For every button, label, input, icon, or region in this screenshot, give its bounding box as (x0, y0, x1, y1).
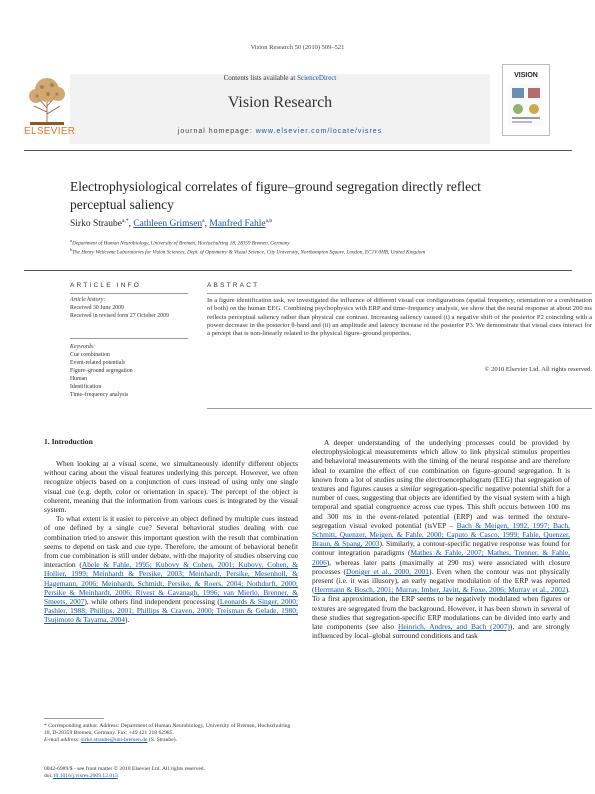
author-sup: a (202, 218, 205, 224)
keywords-label: Keywords: (70, 344, 95, 350)
contents-available-line (70, 74, 490, 82)
abstract-text: In a figure identification task, we investigated the influence of different visual cue configurations (spatial frequency, orientation or a combination of both) on the human EEG. Combining psychophysics with ERP and time–frequency analysis, we show that the neural response at about 200 ms reflects perceptual saliency rather than physical cue contrast. Increasing saliency caused (i) a negative shift of the posterior P2 coinciding with a power decrease in the posterior θ-band and (ii) an amplitude and latency increase of the posterior P3. We demonstrate that visual cues interact for a percept that is non-linearly related to the physical figure–ground properties. (207, 297, 592, 338)
citation-link[interactable]: Doniger et al., 2000, 2001 (346, 566, 429, 576)
abstract-heading: ABSTRACT (207, 282, 260, 289)
citation-link[interactable]: Leonards & Singer, 2000; Pashler, 1988; Phillips, 2001; Phillips & Craven, 2000; Treisman & Gelade, 1980; Tsujimoto & Tayama, 2004 (44, 597, 298, 625)
abstract-rule (207, 293, 592, 294)
sciencedirect-link[interactable]: ScienceDirect (297, 74, 337, 82)
keyword-item: Identification (70, 384, 102, 390)
email-label: E-mail address: (44, 737, 80, 744)
introduction-heading: 1. Introduction (44, 437, 93, 446)
author-name: Sirko Straube (70, 219, 122, 230)
affiliation-b (70, 247, 550, 256)
article-info-heading: ARTICLE INFO (70, 282, 142, 289)
journal-title: Vision Research (227, 94, 333, 111)
author-sup: a,b (265, 218, 273, 224)
revised-date: Received in revised form 27 October 2009 (70, 313, 169, 319)
paragraph (312, 438, 570, 640)
body-left-column (44, 459, 298, 625)
doi-link[interactable]: 10.1016/j.visres.2009.12.013 (52, 773, 118, 780)
cover-title: VISION (514, 72, 538, 79)
elsevier-wordmark: ELSEVIER (24, 126, 76, 137)
issn-line: 0042-6989/$ - see front matter © 2010 Elsevier Ltd. All rights reserved. (44, 766, 205, 772)
citation-link[interactable]: Mathes & Fahle, 2007; Mathes, Trenner, & Fahle, 2006 (312, 548, 570, 567)
paragraph-text: ). To a first approximation, the ERP seems to be negatively modulated when figures or textures are segregated from the background. However, it has been shown in several of these studies that segregation-specific ERP modulations can be divided into early and late components (see also (312, 585, 570, 632)
citation-link[interactable]: Abele & Fahle, 1995; Kubovy & Cohen, 2001; Kubovy, Cohen, & Hollier, 1999; Meinhardt & Persike, 2003; Meinhardt, Persike, Mesenholl, & Hagemann, 2006; Meinhardt, Schmidt, Persike, & Roers, 2004; Nothdurft, 2000; Persike & Meinhardt, 2006; Rivest & Cavanagh, 1996; van Mierlo, Brenner, & Smeets, 2007 (44, 560, 298, 607)
elsevier-tree-logo-icon (24, 72, 70, 128)
affiliation-sup: b (70, 247, 73, 252)
affiliation-text: Department of Human Neurobiology, University of Bremen, Hochschulring 18, 28359 Bremen, Germany (72, 240, 290, 247)
paragraph-text: A deeper understanding of the underlying processes could be provided by electrophysiological measurements which allow to link physical stimulus properties and behavioral measurements with the timing of the neural response and are therefore ideal to examine the effect of cue combination on figure–ground segregation. It is known from a lot of studies using the electroencephalogram (EEG) that segregation of textures and figures causes a (312, 438, 570, 494)
affiliation-text: The Henry Wellcome Laboratories for Vision Sciences, Dept. of Optometry & Visual Science, City University, Northampton Square, London, EC1V 0HB, United Kingdom (72, 249, 426, 256)
homepage-url-link[interactable]: www.elsevier.com/locate/visres (255, 128, 383, 135)
keyword-item: Cue combination (70, 352, 110, 358)
keyword-item: Time–frequency analysis (70, 392, 129, 398)
article-title: Electrophysiological correlates of figure–ground segregation directly reflect perceptual saliency (70, 179, 481, 212)
paragraph-text: ). (124, 615, 130, 625)
author-list: Sirko Straube$^{a,*}$, Cathleen Grimsen$^a$, Manfred Fahle$^{a,b}$ (70, 218, 273, 230)
paragraph-text: ), and are strongly influenced by local–global surround conditions and task (312, 622, 570, 641)
header-rule (24, 150, 572, 151)
abstract-copyright: © 2010 Elsevier Ltd. All rights reserved. (484, 366, 592, 373)
paragraph-text: ), while others find independent processing ( (84, 597, 220, 607)
footnote-rule (44, 718, 104, 719)
corresponding-author-footnote (44, 723, 298, 745)
affiliation-sup: a (70, 238, 73, 243)
front-matter-info (44, 766, 298, 780)
email-link[interactable]: sirko.straube@uni-bremen.de (81, 737, 148, 744)
citation-link[interactable]: Herrmann & Bosch, 2001; Murray, Imber, Javitt, & Foxe, 2006; Murray et al., 2002 (314, 585, 566, 595)
author-name-link[interactable]: Manfred Fahle (209, 219, 266, 230)
article-info-rule (70, 293, 188, 294)
author-name-link[interactable]: Cathleen Grimsen (133, 219, 203, 230)
paragraph-text: To what extent is it easier to perceive an object defined by multiple cues instead of one defined by a single cue? Several behavioral studies dealing with cue combination tried to answer this important question with the result that combination seems to depend on task and cue type. Therefore, the amount of behavioral benefit from cue combination is still under debate, with the majority of studies observing cue interaction ( (44, 514, 298, 570)
paragraph (44, 514, 298, 624)
citation-link[interactable]: Heinrich, Andres, and Bach (2007) (398, 622, 510, 632)
journal-homepage-line (70, 128, 490, 135)
citation-link[interactable]: Bach & Meigen, 1992, 1997; Bach, Schmitt, Quenzer, Meigen, & Fahle, 2000; Caputo & Casco, 1999; Fahle, Quenzer, Braun, & Spang, 2003 (312, 520, 570, 549)
article-history-label: Article history: (70, 297, 106, 303)
affiliation-a (70, 238, 550, 247)
info-top-rule (24, 270, 572, 271)
cover-art-icon (508, 84, 544, 126)
paragraph-text: ). Even when the contour was not physically present (i.e. it was illusory), an early negative modulation of the ERP was reported ( (312, 566, 570, 595)
contents-prefix: Contents lists available at (223, 74, 296, 82)
paragraph-text: ). Similarly, a contour-specific negative response was found for contour integration paradigms ( (312, 539, 570, 558)
paragraph-text: ), whereas later parts (maximally at 290 ms) were associated with closure processes ( (312, 557, 570, 576)
author-sup: a,* (121, 218, 129, 224)
doi-prefix: doi: (44, 773, 53, 780)
paragraph: When looking at a visual scene, we simultaneously identify different objects without caring about the visual features underlying this percept. However, we often recognize objects based on a conjunction of cues instead of using only one single visual cue (e.g. depth, color or orientation in space). The percept of the object is coherent, meaning that the information from various cues is integrated by the visual system. (44, 459, 298, 515)
doi-line (44, 773, 298, 780)
homepage-prefix: journal homepage: (177, 128, 256, 135)
keyword-item: Human (70, 376, 88, 382)
email-suffix: (S. Straube). (147, 737, 177, 744)
body-right-column (312, 438, 570, 640)
abstract-bottom-rule (207, 408, 592, 409)
paragraph-text: segregation-specific negative potential shift for a number of cues, suggesting that objects are identified by the visual system with a high temporal and spatial congruence across cue types. This shift occurs between 100 ms and 300 ms in the event-related potential (ERP) and was termed the texture-segregation visual evoked potential (tsVEP – (312, 484, 570, 530)
footnote-text: * Corresponding author. Address: Department of Human Neurobiology, University of Bremen, Hochschulring 18, D-28359 Bremen, Germany. Fax: +49 421 218 62985. (44, 723, 291, 737)
keyword-item: Event-related potentials (70, 360, 126, 366)
journal-reference: Vision Research 50 (2010) 509–521 (250, 44, 345, 51)
keywords-rule (70, 338, 188, 339)
received-date: Received 30 June 2009 (70, 305, 124, 311)
keyword-item: Figure–ground segregation (70, 368, 133, 374)
email-line (44, 737, 298, 744)
emphasis-text: similar (400, 484, 422, 494)
